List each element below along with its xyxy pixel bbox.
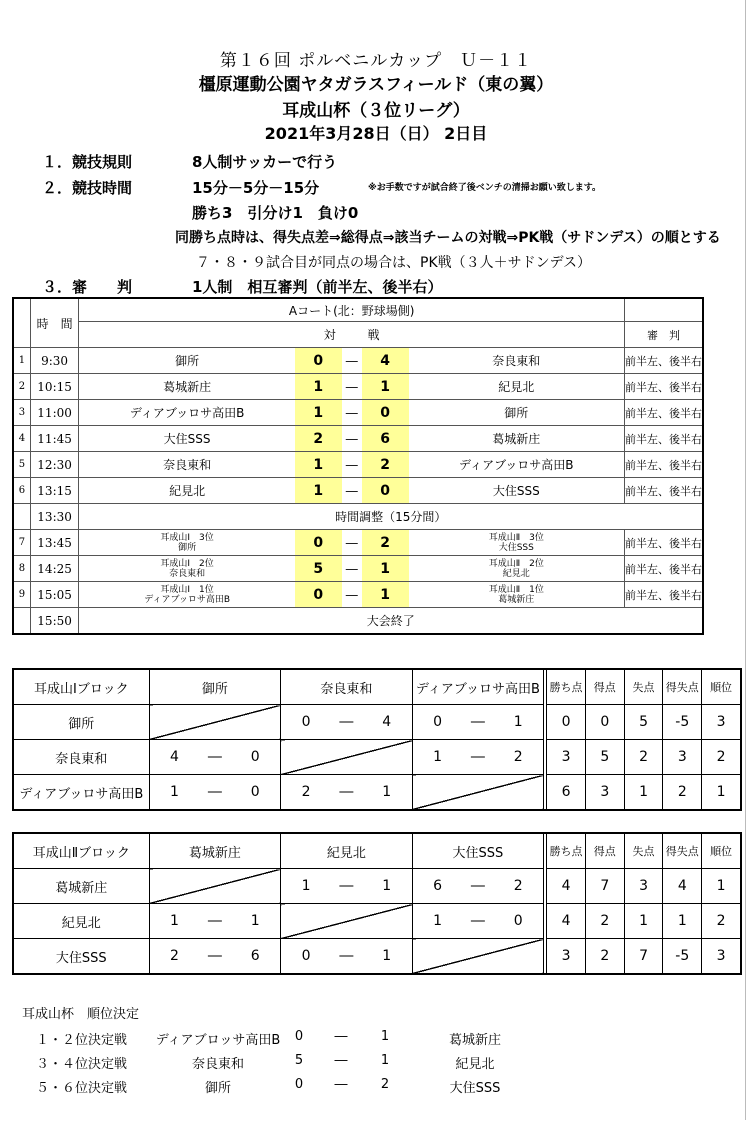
- court-header: Aコート(北：野球場側): [79, 298, 625, 322]
- result-cell: [281, 869, 413, 904]
- block-name: 耳成山Ⅰブロック: [13, 669, 149, 705]
- away-seed-cell: [409, 530, 625, 556]
- block-team-row: [13, 775, 741, 811]
- away-score: 2: [362, 452, 409, 478]
- final-home-score: 0: [294, 1029, 304, 1044]
- stat-value: 0: [547, 705, 586, 740]
- stat-header: 失点: [624, 833, 663, 869]
- final-home-team: 御所: [204, 1081, 231, 1096]
- stat-value: 2: [624, 740, 663, 775]
- referee: 前半左、後半右: [624, 582, 703, 608]
- away-score: 2: [362, 530, 409, 556]
- venue-title: 橿原運動公園ヤタガラスフィールド（東の翼）: [198, 75, 554, 95]
- final-away-score: 1: [380, 1053, 390, 1068]
- stat-value: 1: [624, 904, 663, 939]
- team-name: 葛城新庄: [13, 869, 149, 904]
- stat-header: 得失点: [663, 669, 702, 705]
- final-home-team: 奈良東和: [191, 1057, 244, 1072]
- home-team: ディアブッロサ高田B: [144, 594, 231, 605]
- stat-value: -5: [663, 939, 702, 975]
- away-score: 0: [362, 478, 409, 504]
- match-time: 10:15: [30, 374, 79, 400]
- stat-header: 得点: [585, 669, 624, 705]
- home-score: 0: [295, 348, 342, 374]
- match-number: 5: [13, 452, 30, 478]
- score-dash: ―: [207, 948, 222, 964]
- tournament-title: 第１６回 ポルベニルカップ Ｕ－１１: [219, 51, 533, 71]
- block-header-row: [13, 833, 741, 869]
- away-team: 葛城新庄: [498, 594, 535, 605]
- match-number: 9: [13, 582, 30, 608]
- ref-header: 審 判: [624, 322, 703, 348]
- self-match-cell: [149, 869, 281, 904]
- away-score: 6: [362, 426, 409, 452]
- home-score: 1: [295, 478, 342, 504]
- match-time: 15:05: [30, 582, 79, 608]
- home-seed-cell: [79, 530, 295, 556]
- referee: 前半左、後半右: [624, 478, 703, 504]
- stat-value: 3: [547, 740, 586, 775]
- result-cell: [281, 775, 413, 811]
- goals-against: 2: [513, 878, 523, 894]
- team-name: 奈良東和: [13, 740, 149, 775]
- stat-header: 勝ち点: [547, 669, 586, 705]
- away-score: 1: [362, 582, 409, 608]
- rule2-label: ２．競技時間: [42, 179, 133, 197]
- home-team: 大住SSS: [79, 426, 295, 452]
- goals-against: 1: [382, 878, 392, 894]
- goals-against: 1: [250, 913, 260, 929]
- referee: 前半左、後半右: [624, 530, 703, 556]
- away-team: 大住SSS: [409, 478, 625, 504]
- away-team: 紀見北: [409, 374, 625, 400]
- stat-header: 順位: [702, 833, 741, 869]
- goals-for: 1: [433, 913, 442, 929]
- score-dash: ―: [334, 1053, 348, 1068]
- match-time: 13:45: [30, 530, 79, 556]
- home-team: ディアブッロサ高田B: [79, 400, 295, 426]
- away-score: 4: [362, 348, 409, 374]
- away-team: 葛城新庄: [409, 426, 625, 452]
- break-label: 時間調整（15分間）: [79, 504, 703, 530]
- vs-left: 対: [79, 322, 342, 348]
- date-title: 2021年3月28日（日） 2日目: [264, 124, 488, 143]
- vs-right: 戦: [362, 322, 625, 348]
- referee: 前半左、後半右: [624, 452, 703, 478]
- stat-value: 2: [585, 904, 624, 939]
- stat-value: 3: [702, 705, 741, 740]
- away-team: 奈良東和: [409, 348, 625, 374]
- goals-against: 0: [250, 749, 260, 765]
- match-time: 13:15: [30, 478, 79, 504]
- score-dash: ―: [207, 784, 222, 800]
- final-away-team: 大住SSS: [449, 1081, 501, 1096]
- block-name: 耳成山Ⅱブロック: [13, 833, 149, 869]
- cup-title: 耳成山杯（３位リーグ）: [282, 101, 470, 121]
- home-team: 御所: [178, 542, 197, 553]
- stat-value: 7: [624, 939, 663, 975]
- pk-rule: ７・８・９試合目が同点の場合は、PK戦（３人＋サドンデス）: [196, 255, 592, 271]
- stat-value: 5: [624, 705, 663, 740]
- final-away-team: 紀見北: [455, 1057, 495, 1072]
- score-dash: ―: [342, 530, 362, 556]
- result-cell: [412, 904, 544, 939]
- home-score: 0: [295, 582, 342, 608]
- goals-for: 1: [301, 878, 311, 894]
- stat-value: 7: [585, 869, 624, 904]
- stat-value: 2: [702, 740, 741, 775]
- goals-against: 1: [382, 948, 392, 964]
- home-team: 紀見北: [79, 478, 295, 504]
- self-match-cell: [412, 939, 544, 975]
- time-header: 時 間: [30, 298, 79, 348]
- home-score: 1: [295, 452, 342, 478]
- final-match-row: [13, 556, 703, 582]
- match-row: [13, 374, 703, 400]
- stat-value: 1: [663, 904, 702, 939]
- opponent-header: 御所: [149, 669, 281, 705]
- self-match-cell: [149, 705, 281, 740]
- referee: 前半左、後半右: [624, 400, 703, 426]
- match-number: 7: [13, 530, 30, 556]
- block-team-row: [13, 705, 741, 740]
- final-home-score: 5: [294, 1053, 304, 1068]
- score-dash: ―: [342, 426, 362, 452]
- home-seed: 耳成山Ⅰ 3位: [160, 532, 214, 543]
- home-seed: 耳成山Ⅰ 2位: [160, 558, 214, 569]
- away-team: 紀見北: [502, 568, 530, 579]
- rule2-text: 15分－5分－15分: [192, 179, 320, 197]
- home-team: 奈良東和: [169, 568, 206, 579]
- self-match-cell: [412, 775, 544, 811]
- score-dash: ―: [342, 374, 362, 400]
- score-dash: ―: [342, 400, 362, 426]
- stat-value: 5: [585, 740, 624, 775]
- stat-value: -5: [663, 705, 702, 740]
- final-match-label: ５・６位決定戦: [36, 1081, 128, 1096]
- result-cell: [149, 775, 281, 811]
- final-match-label: １・２位決定戦: [36, 1033, 128, 1048]
- match-time: 11:45: [30, 426, 79, 452]
- goals-for: 6: [433, 878, 442, 894]
- score-dash: ―: [342, 582, 362, 608]
- stat-value: 4: [547, 869, 586, 904]
- home-team: 葛城新庄: [79, 374, 295, 400]
- opponent-header: 大住SSS: [412, 833, 544, 869]
- match-row: [13, 478, 703, 504]
- away-seed: 耳成山Ⅱ 1位: [488, 584, 544, 595]
- final-match-label: ３・４位決定戦: [36, 1057, 128, 1072]
- stat-header: 勝ち点: [547, 833, 586, 869]
- stat-value: 3: [702, 939, 741, 975]
- home-seed-cell: [79, 556, 295, 582]
- stat-value: 1: [702, 775, 741, 811]
- result-cell: [281, 939, 413, 975]
- goals-for: 0: [301, 714, 311, 730]
- home-score: 5: [295, 556, 342, 582]
- rule3-label: ３．審 判: [42, 278, 133, 296]
- stat-value: 3: [547, 939, 586, 975]
- stat-header: 失点: [624, 669, 663, 705]
- score-dash: ―: [470, 878, 485, 894]
- result-cell: [412, 869, 544, 904]
- stat-value: 2: [663, 775, 702, 811]
- goals-against: 4: [382, 714, 392, 730]
- rule1-text: 8人制サッカーで行う: [192, 153, 338, 171]
- result-cell: [149, 904, 281, 939]
- score-dash: ―: [207, 749, 222, 765]
- final-away-team: 葛城新庄: [448, 1033, 501, 1048]
- match-number: 3: [13, 400, 30, 426]
- stat-value: 4: [547, 904, 586, 939]
- match-time: 11:00: [30, 400, 79, 426]
- points-rule: 勝ち3 引分け1 負け0: [192, 204, 359, 222]
- score-dash: ―: [470, 714, 485, 730]
- self-match-cell: [281, 904, 413, 939]
- score-dash: ―: [207, 913, 222, 929]
- home-score: 0: [295, 530, 342, 556]
- goals-against: 0: [250, 784, 260, 800]
- match-number: 4: [13, 426, 30, 452]
- match-row: [13, 426, 703, 452]
- away-seed: 耳成山Ⅱ 2位: [488, 558, 544, 569]
- away-team: ディアブッロサ高田B: [409, 452, 625, 478]
- break-time: 13:30: [30, 504, 79, 530]
- final-match-row: [13, 530, 703, 556]
- final-away-score: 1: [380, 1029, 390, 1044]
- score-dash: ―: [342, 452, 362, 478]
- opponent-header: ディアブッロサ高田B: [412, 669, 544, 705]
- away-team: 御所: [409, 400, 625, 426]
- final-home-score: 0: [294, 1077, 304, 1092]
- num-header: [13, 298, 30, 348]
- final-ranking-title: 耳成山杯 順位決定: [22, 1007, 140, 1022]
- home-score: 2: [295, 426, 342, 452]
- block-team-row: [13, 740, 741, 775]
- score-dash: ―: [470, 749, 485, 765]
- team-name: 御所: [13, 705, 149, 740]
- goals-for: 2: [170, 948, 179, 964]
- away-score: 0: [362, 400, 409, 426]
- final-away-score: 2: [380, 1077, 390, 1092]
- stat-value: 6: [547, 775, 586, 811]
- stat-value: 4: [663, 869, 702, 904]
- block1-table: [12, 668, 742, 811]
- goals-against: 1: [382, 784, 392, 800]
- result-cell: [412, 705, 544, 740]
- score-dash: ―: [334, 1029, 348, 1044]
- match-time: 9:30: [30, 348, 79, 374]
- goals-for: 2: [301, 784, 311, 800]
- tiebreak-rule: 同勝ち点時は、得失点差⇒総得点⇒該当チームの対戦⇒PK戦（サドンデス）の順とする: [175, 230, 721, 246]
- score-dash: ―: [339, 784, 354, 800]
- stat-header: 得失点: [663, 833, 702, 869]
- stat-value: 3: [585, 775, 624, 811]
- match-row: [13, 400, 703, 426]
- home-seed: 耳成山Ⅰ 1位: [160, 584, 214, 595]
- goals-against: 1: [513, 714, 523, 730]
- ref-header-top: [624, 298, 703, 322]
- away-seed: 耳成山Ⅱ 3位: [488, 532, 544, 543]
- goals-for: 1: [170, 913, 179, 929]
- stat-value: 0: [585, 705, 624, 740]
- score-dash: ―: [339, 714, 354, 730]
- opponent-header: 葛城新庄: [149, 833, 281, 869]
- referee: 前半左、後半右: [624, 556, 703, 582]
- block-team-row: [13, 904, 741, 939]
- goals-against: 0: [513, 913, 523, 929]
- goals-for: 4: [170, 749, 179, 765]
- score-dash: ―: [342, 556, 362, 582]
- result-cell: [149, 740, 281, 775]
- team-name: 大住SSS: [13, 939, 149, 975]
- referee: 前半左、後半右: [624, 426, 703, 452]
- block2-table: [12, 832, 742, 975]
- away-seed-cell: [409, 556, 625, 582]
- rule2-note: ※お手数ですが試合終了後ベンチの清掃お願い致します。: [368, 183, 602, 193]
- goals-for: 1: [433, 749, 442, 765]
- away-score: 1: [362, 556, 409, 582]
- score-dash: ―: [470, 913, 485, 929]
- away-score: 1: [362, 374, 409, 400]
- stat-value: 3: [624, 869, 663, 904]
- goals-against: 2: [513, 749, 523, 765]
- home-score: 1: [295, 400, 342, 426]
- stat-header: 得点: [585, 833, 624, 869]
- stat-value: 1: [624, 775, 663, 811]
- match-number: 8: [13, 556, 30, 582]
- goals-for: 1: [170, 784, 179, 800]
- score-dash: ―: [339, 878, 354, 894]
- opponent-header: 奈良東和: [281, 669, 413, 705]
- stat-header: 順位: [702, 669, 741, 705]
- home-seed-cell: [79, 582, 295, 608]
- score-dash: ―: [334, 1077, 348, 1092]
- match-row: [13, 348, 703, 374]
- stat-value: 2: [585, 939, 624, 975]
- home-team: 奈良東和: [79, 452, 295, 478]
- stat-value: 3: [663, 740, 702, 775]
- referee: 前半左、後半右: [624, 374, 703, 400]
- home-team: 御所: [79, 348, 295, 374]
- schedule-table: [12, 297, 704, 635]
- result-cell: [412, 740, 544, 775]
- block-header-row: [13, 669, 741, 705]
- result-cell: [281, 705, 413, 740]
- goals-for: 0: [433, 714, 442, 730]
- match-number: 2: [13, 374, 30, 400]
- final-home-team: ディアブロッサ高田B: [155, 1033, 281, 1048]
- match-time: 12:30: [30, 452, 79, 478]
- goals-for: 0: [301, 948, 311, 964]
- team-name: 紀見北: [13, 904, 149, 939]
- referee: 前半左、後半右: [624, 348, 703, 374]
- rule1-label: １．競技規則: [42, 153, 133, 171]
- away-seed-cell: [409, 582, 625, 608]
- match-number: 6: [13, 478, 30, 504]
- self-match-cell: [281, 740, 413, 775]
- stat-value: 2: [702, 904, 741, 939]
- match-number: 1: [13, 348, 30, 374]
- match-row: [13, 452, 703, 478]
- rule3-text: 1人制 相互審判（前半左、後半右）: [192, 278, 443, 296]
- final-match-row: [13, 582, 703, 608]
- stat-value: 1: [702, 869, 741, 904]
- block-team-row: [13, 869, 741, 904]
- score-dash: ―: [342, 348, 362, 374]
- block-team-row: [13, 939, 741, 975]
- result-cell: [149, 939, 281, 975]
- goals-against: 6: [250, 948, 260, 964]
- match-time: 14:25: [30, 556, 79, 582]
- opponent-header: 紀見北: [281, 833, 413, 869]
- end-label: 大会終了: [79, 608, 703, 635]
- score-dash: ―: [339, 948, 354, 964]
- score-dash: ―: [342, 478, 362, 504]
- away-team: 大住SSS: [498, 542, 534, 553]
- home-score: 1: [295, 374, 342, 400]
- team-name: ディアブッロサ高田B: [13, 775, 149, 811]
- end-time: 15:50: [30, 608, 79, 635]
